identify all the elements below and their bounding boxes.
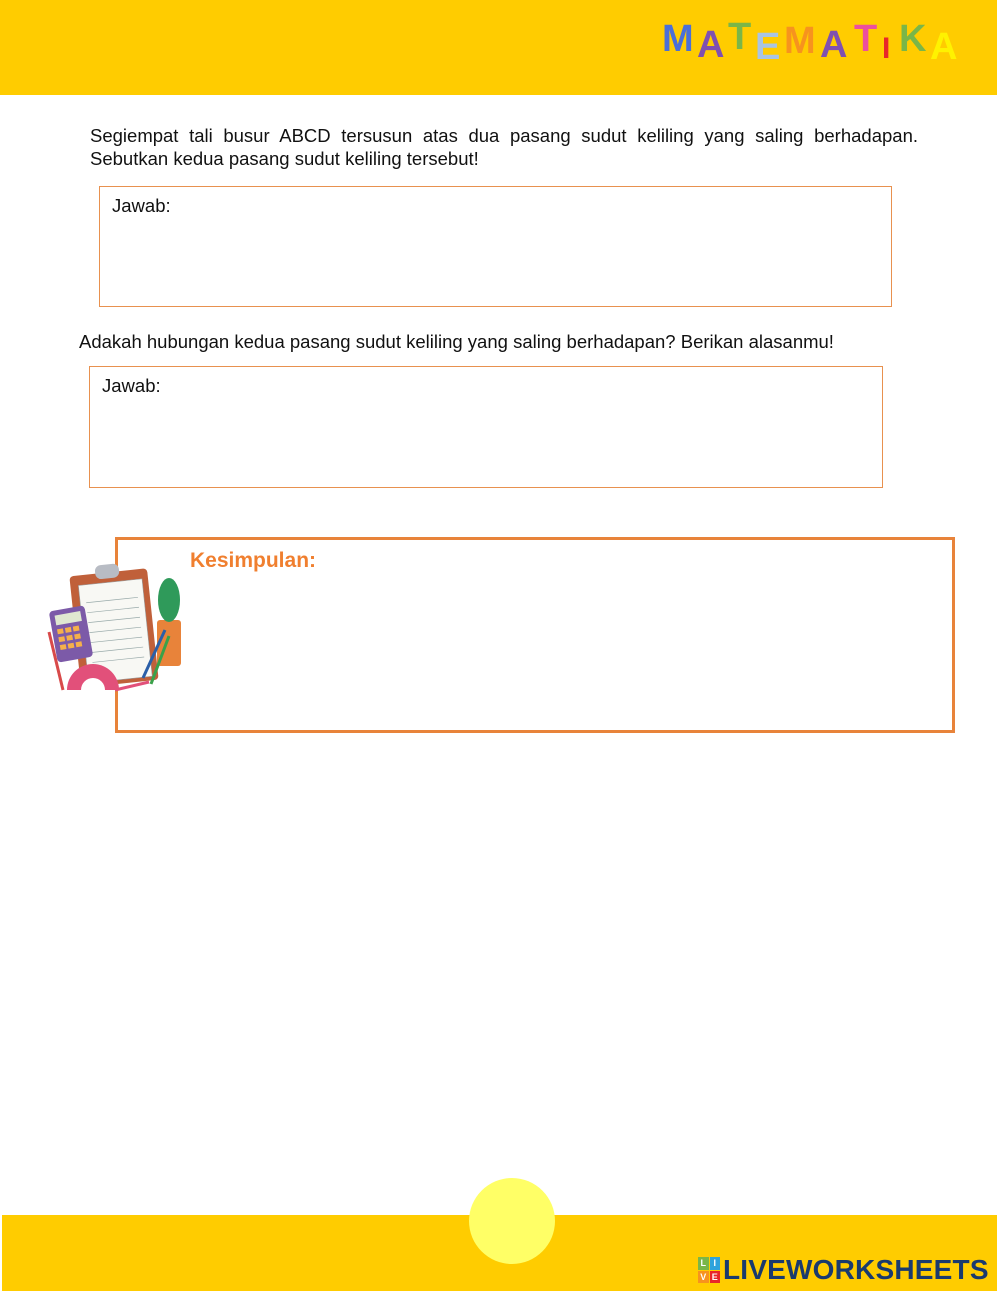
liveworksheets-badge — [698, 1257, 720, 1283]
answer-label-2: Jawab: — [102, 375, 161, 396]
logo-letter: M — [662, 18, 694, 60]
logo-letter: A — [820, 24, 848, 66]
logo-letter: A — [697, 24, 725, 66]
answer-field-1[interactable] — [99, 186, 892, 307]
question-1-line-2: Sebutkan kedua pasang sudut keliling tersebut! — [90, 148, 479, 169]
matematika-logo — [662, 14, 972, 68]
badge-letter-l: L — [698, 1257, 709, 1270]
logo-letter: T — [854, 18, 878, 60]
math-supplies-illustration — [45, 560, 195, 705]
liveworksheets-wordmark: LIVEWORKSHEETS — [723, 1254, 989, 1285]
logo-letter: E — [755, 26, 781, 68]
conclusion-title: Kesimpulan: — [190, 549, 317, 572]
question-2: Adakah hubungan kedua pasang sudut keliling yang saling berhadapan? Berikan alasanmu! — [79, 331, 834, 352]
question-1 — [90, 124, 918, 170]
logo-letter: M — [784, 20, 816, 62]
logo-letter: K — [899, 18, 927, 60]
page-circle — [469, 1178, 555, 1264]
badge-letter-i: I — [710, 1257, 721, 1270]
logo-letter: I — [882, 32, 891, 65]
logo-letter: A — [930, 26, 958, 68]
badge-letter-e: E — [710, 1271, 721, 1284]
answer-label-1: Jawab: — [112, 195, 171, 216]
liveworksheets-logo — [698, 1255, 989, 1285]
badge-letter-v: V — [698, 1271, 709, 1284]
question-1-line-1: Segiempat tali busur ABCD tersusun atas dua pasang sudut keliling yang saling berhadapan. — [90, 125, 918, 146]
logo-letter: T — [728, 16, 752, 58]
answer-field-2[interactable] — [89, 366, 883, 488]
